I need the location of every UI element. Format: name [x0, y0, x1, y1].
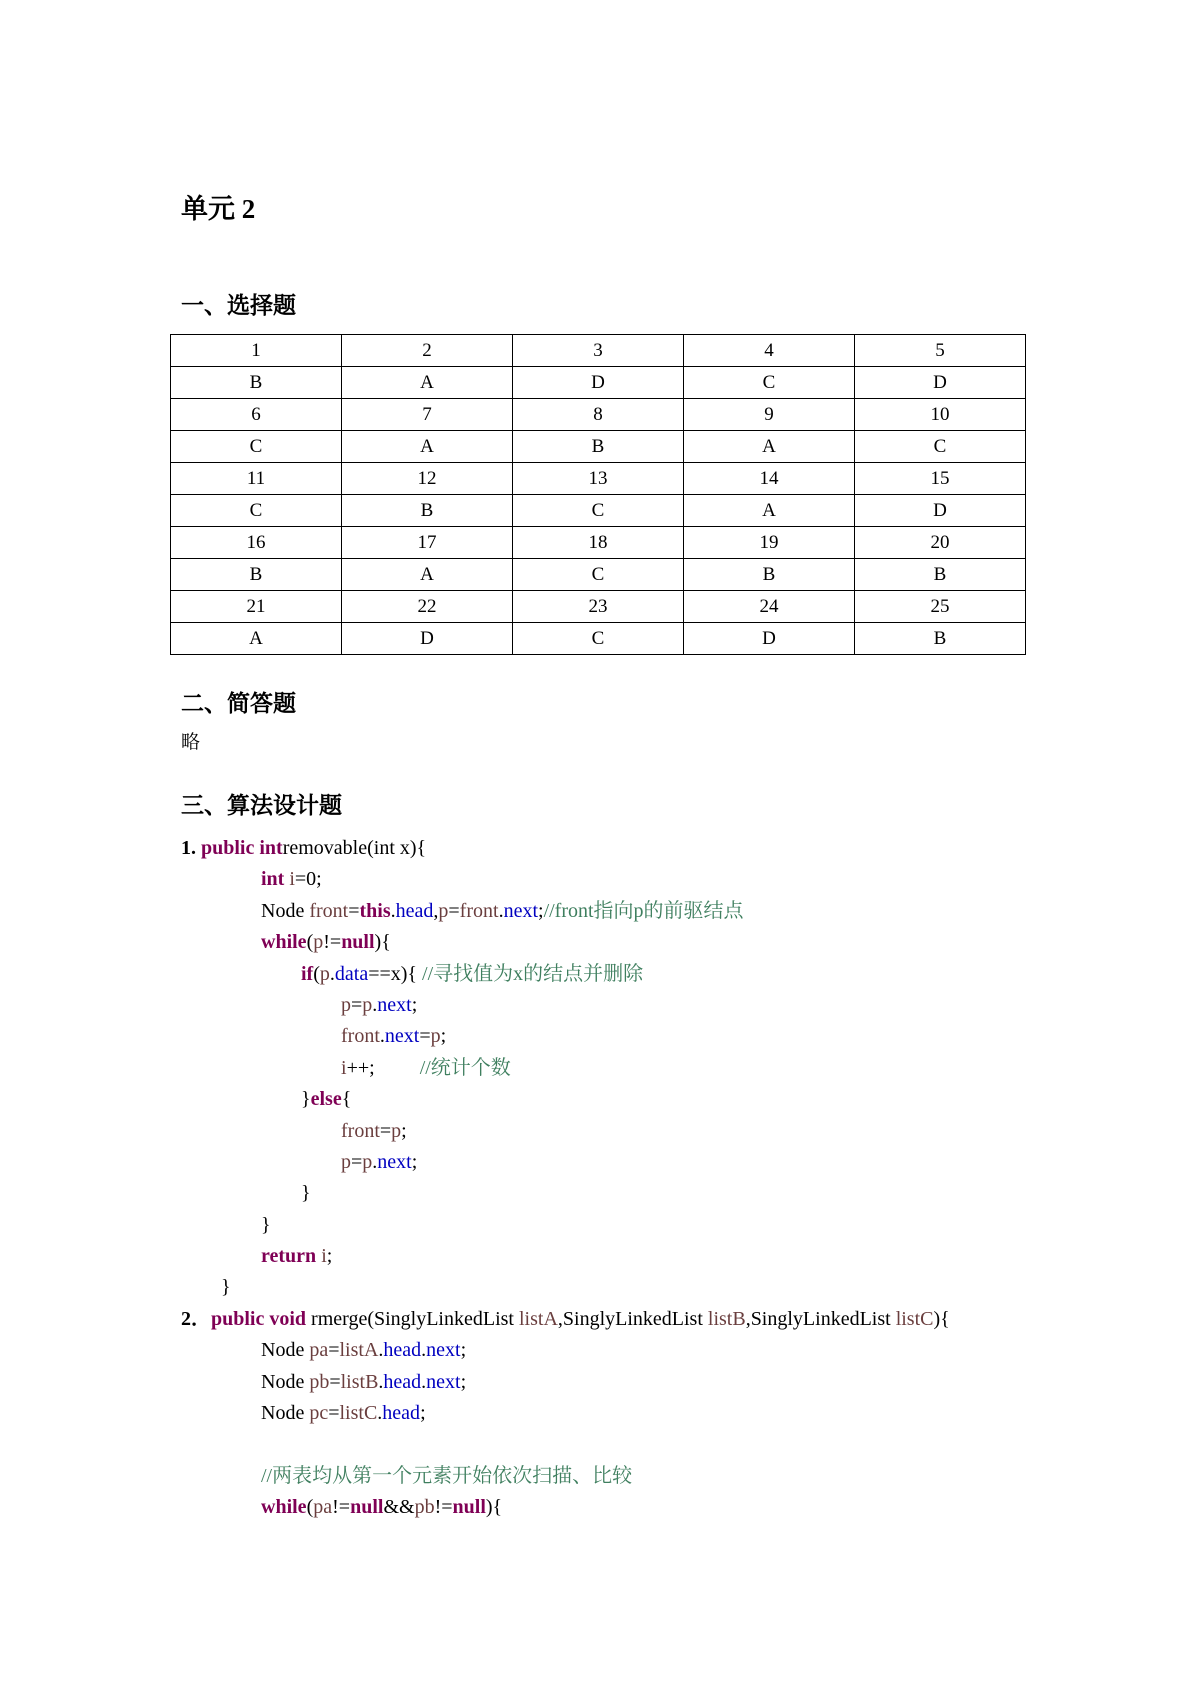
table-row-question-numbers: [171, 463, 1026, 495]
code-token: =: [328, 1402, 340, 1425]
code-token: head: [382, 1402, 421, 1425]
code-token: //front指向p的前驱结点: [543, 899, 744, 922]
code-token: 2．: [181, 1307, 211, 1330]
table-cell: 14: [684, 463, 855, 495]
table-cell: A: [342, 431, 513, 463]
section-heading-algorithm: 三、算法设计题: [181, 793, 342, 818]
code-token: ;: [460, 1339, 467, 1362]
code-token: ;: [420, 1402, 426, 1425]
code-token: .: [421, 1370, 427, 1393]
table-cell: 24: [684, 591, 855, 623]
code-token: next: [426, 1370, 461, 1393]
code-token: =: [448, 899, 460, 922]
code-token: while: [261, 931, 307, 954]
table-cell: B: [855, 559, 1026, 591]
table-cell: 20: [855, 527, 1026, 559]
table-row-answers: [171, 367, 1026, 399]
code-token: //统计个数: [419, 1056, 511, 1079]
table-cell: C: [513, 495, 684, 527]
code-token: listA: [339, 1339, 379, 1362]
table-cell: 17: [342, 527, 513, 559]
table-cell: C: [171, 495, 342, 527]
code-token: ;: [411, 1150, 418, 1173]
code-line: [181, 864, 1181, 895]
table-cell: C: [855, 431, 1026, 463]
code-token: ){: [933, 1307, 950, 1330]
table-cell: 11: [171, 463, 342, 495]
table-row-answers: [171, 495, 1026, 527]
code-token: ==x){: [368, 962, 423, 985]
code-line: [181, 896, 1181, 927]
table-cell: 10: [855, 399, 1026, 431]
table-cell: A: [171, 623, 342, 655]
code-token: i: [341, 1056, 347, 1079]
table-cell: B: [855, 623, 1026, 655]
code-token: //寻找值为x的结点并删除: [422, 962, 644, 985]
table-cell: 5: [855, 335, 1026, 367]
table-cell: 18: [513, 527, 684, 559]
table-cell: 3: [513, 335, 684, 367]
table-cell: D: [855, 367, 1026, 399]
code-line: [181, 1304, 1181, 1335]
code-token: front: [309, 899, 349, 922]
code-token: (: [306, 1496, 314, 1519]
table-cell: 7: [342, 399, 513, 431]
code-line: [181, 1084, 1181, 1115]
table-row-question-numbers: [171, 399, 1026, 431]
table-cell: B: [171, 559, 342, 591]
code-token: .: [378, 1370, 384, 1393]
code-line: [181, 1398, 1181, 1429]
code-token: ,: [433, 899, 439, 922]
code-token: ++;: [346, 1056, 420, 1079]
code-line: [181, 1492, 1181, 1523]
table-cell: 15: [855, 463, 1026, 495]
code-line: [181, 1241, 1181, 1272]
code-line: [181, 1147, 1181, 1178]
table-cell: 9: [684, 399, 855, 431]
code-token: &&: [383, 1496, 415, 1519]
table-row-question-numbers: [171, 591, 1026, 623]
code-token: .: [378, 1339, 384, 1362]
code-line: [181, 1021, 1181, 1052]
code-token: ){: [374, 931, 391, 954]
code-token: next: [377, 1150, 412, 1173]
code-token: ;: [460, 1370, 467, 1393]
code-line: [181, 990, 1181, 1021]
code-token: else: [310, 1088, 342, 1111]
code-token: =: [351, 993, 363, 1016]
code-token: ;: [326, 1245, 333, 1268]
code-token: front: [459, 899, 499, 922]
table-cell: C: [684, 367, 855, 399]
table-cell: D: [513, 367, 684, 399]
table-cell: B: [171, 367, 342, 399]
table-cell: 4: [684, 335, 855, 367]
code-token: p: [313, 931, 324, 954]
code-line: [181, 1461, 1181, 1492]
code-token: next: [503, 899, 538, 922]
section-heading-short-answer: 二、简答题: [181, 691, 296, 716]
code-line: [181, 1116, 1181, 1147]
table-cell: 13: [513, 463, 684, 495]
table-cell: B: [513, 431, 684, 463]
table-cell: D: [342, 623, 513, 655]
table-cell: C: [513, 559, 684, 591]
code-token: }: [261, 1213, 271, 1236]
code-token: =: [419, 1025, 431, 1048]
code-token: rmerge(SinglyLinkedList: [306, 1307, 519, 1330]
table-cell: B: [342, 495, 513, 527]
short-answer-text: 略: [181, 732, 201, 753]
code-line: [181, 927, 1181, 958]
code-token: .: [421, 1339, 427, 1362]
code-token: .: [377, 1402, 383, 1425]
table-cell: A: [342, 367, 513, 399]
table-cell: B: [684, 559, 855, 591]
code-token: ;: [440, 1025, 447, 1048]
code-line: [181, 1178, 1181, 1209]
code-token: p: [362, 1150, 373, 1173]
code-token: ,SinglyLinkedList: [745, 1307, 896, 1330]
code-token: ;: [401, 1119, 407, 1142]
code-token: listB: [707, 1307, 746, 1330]
code-token: Node: [261, 1370, 310, 1393]
code-line: [181, 1367, 1181, 1398]
table-cell: 25: [855, 591, 1026, 623]
code-token: p: [341, 1150, 351, 1173]
code-token: =: [348, 899, 360, 922]
code-token: !=: [434, 1496, 453, 1519]
table-cell: A: [684, 495, 855, 527]
code-token: null: [452, 1496, 486, 1519]
code-token: !=: [332, 1496, 351, 1519]
page-title: 单元 2: [181, 194, 256, 224]
code-block: [181, 833, 1181, 1524]
code-token: !=: [323, 931, 342, 954]
table-cell: 2: [342, 335, 513, 367]
table-cell: 21: [171, 591, 342, 623]
code-token: ,SinglyLinkedList: [557, 1307, 708, 1330]
section-heading-choice: 一、选择题: [181, 293, 296, 318]
code-token: .: [329, 962, 335, 985]
code-token: =: [351, 1150, 363, 1173]
code-line: [181, 1272, 1181, 1303]
code-token: p: [430, 1025, 441, 1048]
code-token: =: [328, 1339, 340, 1362]
code-token: Node: [261, 1402, 310, 1425]
table-cell: 22: [342, 591, 513, 623]
code-token: head: [395, 899, 434, 922]
code-token: }: [221, 1276, 231, 1299]
code-token: data: [334, 962, 369, 985]
table-row-question-numbers: [171, 527, 1026, 559]
code-token: this: [359, 899, 391, 922]
answers-table: [170, 334, 1026, 655]
code-token: while: [261, 1496, 307, 1519]
table-cell: 8: [513, 399, 684, 431]
code-token: .: [372, 1150, 378, 1173]
code-token: p: [438, 899, 449, 922]
code-token: (: [306, 931, 314, 954]
code-token: return: [261, 1245, 317, 1268]
code-token: next: [384, 1025, 420, 1048]
code-token: ){: [485, 1496, 503, 1519]
code-token: head: [383, 1370, 422, 1393]
code-token: }: [301, 1088, 311, 1111]
table-row-answers: [171, 559, 1026, 591]
code-token: =: [329, 1370, 341, 1393]
code-token: p: [341, 993, 351, 1016]
code-token: }: [301, 1182, 311, 1205]
code-token: Node: [261, 899, 310, 922]
table-cell: C: [171, 431, 342, 463]
code-token: listC: [895, 1307, 934, 1330]
table-row-question-numbers: [171, 335, 1026, 367]
code-line: [181, 1053, 1181, 1084]
code-token: pa: [309, 1339, 329, 1362]
code-token: next: [426, 1339, 461, 1362]
code-token: p: [391, 1119, 402, 1142]
code-token: head: [383, 1339, 422, 1362]
code-token: i: [316, 1245, 327, 1268]
code-token: (: [313, 962, 320, 985]
code-token: 1.: [181, 837, 201, 859]
code-token: p: [319, 962, 330, 985]
table-cell: A: [342, 559, 513, 591]
code-line: [181, 1429, 1181, 1460]
table-cell: A: [684, 431, 855, 463]
code-line: [181, 959, 1181, 990]
code-token: pb: [414, 1496, 435, 1519]
code-token: =: [379, 1119, 392, 1142]
code-token: public void: [211, 1307, 307, 1330]
table-cell: D: [855, 495, 1026, 527]
code-line: [181, 1210, 1181, 1241]
table-cell: 12: [342, 463, 513, 495]
code-token: {: [341, 1088, 352, 1111]
code-token: i: [284, 868, 295, 891]
code-token: =0;: [294, 868, 322, 891]
code-token: ;: [411, 993, 418, 1016]
code-token: listC: [339, 1402, 378, 1425]
code-token: if: [301, 962, 314, 985]
code-line: [181, 1335, 1181, 1366]
table-cell: C: [513, 623, 684, 655]
table-cell: 19: [684, 527, 855, 559]
table-row-answers: [171, 623, 1026, 655]
code-token: removable(int x){: [282, 837, 427, 859]
code-token: int: [261, 868, 285, 891]
code-token: front: [341, 1025, 380, 1048]
code-token: front: [341, 1119, 380, 1142]
code-token: Node: [261, 1339, 310, 1362]
table-cell: D: [684, 623, 855, 655]
code-token: pa: [313, 1496, 333, 1519]
code-token: listA: [518, 1307, 558, 1330]
code-token: null: [350, 1496, 384, 1519]
code-token: .: [379, 1025, 385, 1048]
table-cell: 1: [171, 335, 342, 367]
table-cell: 23: [513, 591, 684, 623]
code-token: pc: [309, 1402, 329, 1425]
code-token: p: [362, 993, 373, 1016]
code-token: .: [390, 899, 396, 922]
code-token: public int: [201, 837, 283, 859]
table-cell: 6: [171, 399, 342, 431]
code-line: [181, 833, 1181, 864]
code-token: .: [372, 993, 378, 1016]
code-token: listB: [340, 1370, 379, 1393]
code-token: null: [341, 931, 375, 954]
code-token: next: [377, 993, 412, 1016]
code-token: .: [498, 899, 504, 922]
code-token: pb: [309, 1370, 330, 1393]
table-row-answers: [171, 431, 1026, 463]
code-token: ;: [538, 899, 544, 922]
code-token: //两表均从第一个元素开始依次扫描、比较: [261, 1464, 633, 1487]
table-cell: 16: [171, 527, 342, 559]
